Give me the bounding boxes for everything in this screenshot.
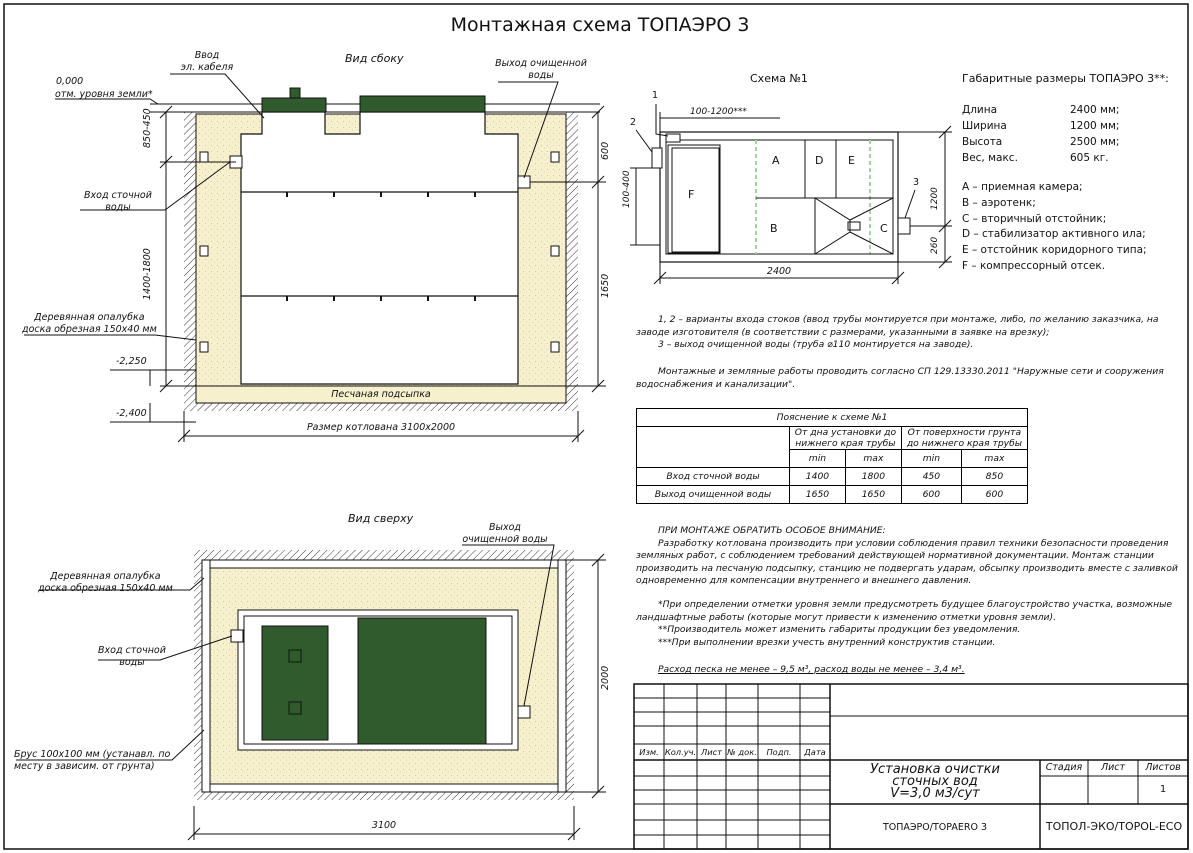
inlet-pipe-top: [231, 630, 243, 642]
dim-length-value: 2400 мм;: [1070, 104, 1120, 116]
dim-height-value: 2500 мм;: [1070, 136, 1120, 148]
zone-e: E: [848, 154, 855, 167]
dim-weight-value: 605 кг.: [1070, 152, 1109, 164]
legend-a: А – приемная камера;: [962, 181, 1083, 193]
consumption-note: Расход песка не менее – 9,5 м³, расход воды не менее – 3,4 м³.: [658, 664, 965, 675]
legend-d: D – стабилизатор активного ила;: [962, 228, 1146, 241]
col-izm: Изм.: [639, 747, 659, 757]
level-2400: -2,400: [116, 408, 147, 419]
formwork-line2: доска обрезная 150х40 мм: [22, 324, 157, 335]
scheme-inlet-1: [666, 134, 680, 142]
row-label: Вход сточной воды: [637, 468, 790, 486]
formwork-line1: Деревянная опалубка: [34, 312, 145, 323]
col-kol: Кол.уч.: [664, 747, 697, 757]
title-block-columns: [634, 747, 830, 759]
cell: 1400: [790, 468, 846, 486]
top-formwork-line1: Деревянная опалубка: [50, 571, 161, 582]
legend-b: В – аэротенк;: [962, 196, 1036, 209]
works-note: [636, 366, 1176, 391]
dim-width-value: 1200 мм;: [1070, 120, 1120, 132]
beam-label: [14, 749, 170, 773]
col-list: Лист: [700, 747, 723, 757]
col-date: Дата: [804, 747, 826, 757]
attention-line2: земляных работ, с соблюдением требований действующей нормативной документации. Монтаж станции: [636, 550, 1154, 562]
legend-f: F – компрессорный отсек.: [962, 259, 1106, 272]
formwork-label-side: [22, 312, 157, 336]
scheme-n2: 2: [630, 117, 637, 128]
cell: 1650: [790, 486, 846, 504]
lid-right: [360, 96, 485, 112]
page-title: Монтажная схема ТОПАЭРО 3: [450, 14, 750, 36]
variants-line1: 1, 2 – варианты входа стоков (ввод трубы монтируется при монтаже, либо, по желанию заказчика, на: [658, 314, 1159, 325]
pit-size-label: Размер котлована 3100х2000: [306, 422, 456, 433]
cell: 600: [901, 486, 961, 504]
dim-1200: 1200: [930, 187, 940, 210]
clean-outlet-label-side: [494, 58, 588, 82]
dim-height-label: Высота: [962, 136, 1003, 148]
zone-c: C: [880, 222, 888, 235]
footnote-2: **Производитель может изменить габариты продукции без уведомления.: [658, 624, 1021, 636]
group1-line1: От дна установки до: [794, 427, 897, 438]
col-doc: № док.: [727, 747, 757, 757]
table-title: Пояснение к схеме №1: [637, 409, 1028, 427]
works-line1: Монтажные и земляные работы проводить согласно СП 129.13330.2011 "Наружные сети и сооружения: [658, 366, 1164, 377]
name-line1: Установка очистки: [870, 762, 1000, 777]
group2-line2: до нижнего края трубы: [906, 438, 1023, 449]
cable-inlet-label: [172, 50, 242, 74]
soil-hatch-right: [566, 112, 578, 404]
ground-level-label: отм. уровня земли*: [55, 89, 153, 100]
stage-label: Стадия: [1045, 762, 1083, 773]
company-name: ТОПОЛ-ЭКО/TOPOL-ECO: [1045, 820, 1183, 833]
dim-2400: 2400: [766, 266, 792, 277]
outlet-pipe-top: [518, 706, 530, 718]
name-line2: сточных вод: [892, 774, 978, 789]
table-row: [637, 468, 1028, 486]
beam-line1: Брус 100х100 мм (устанавл. по: [14, 749, 171, 760]
table-corner: [637, 427, 790, 468]
waste-inlet-line2: воды: [105, 202, 131, 213]
dimensions-title: Габаритные размеры ТОПАЭРО 3**:: [962, 72, 1169, 85]
attention-line3: производить на песчаную подсыпку, станцию не подвергать ударам, обсыпку производить вместе с заливкой: [636, 562, 1178, 574]
attention-title: ПРИ МОНТАЖЕ ОБРАТИТЬ ОСОБОЕ ВНИМАНИЕ:: [658, 525, 886, 536]
clean-outlet-line2: воды: [528, 70, 554, 81]
cable-inlet-line2: эл. кабеля: [180, 62, 234, 73]
table-group-1: [790, 427, 902, 450]
scheme-outlet-3: [898, 218, 910, 234]
explanation-table: [636, 408, 1028, 504]
top-lid-left: [262, 626, 328, 740]
group1-line2: нижнего края трубы: [795, 438, 896, 449]
zone-f: F: [688, 188, 695, 201]
ground-level-value: 0,000: [56, 76, 84, 87]
beam-line2: месту в зависим. от грунта): [14, 761, 155, 772]
top-lid-right: [358, 618, 486, 744]
legend-c: С – вторичный отстойник;: [962, 212, 1107, 225]
scheme-1-drawing: [630, 104, 952, 284]
formwork-label-top: [38, 571, 173, 595]
sheet-label: Лист: [1100, 762, 1126, 773]
soil-hatch-left: [184, 112, 196, 404]
works-line2: водоснабжения и канализации".: [636, 378, 796, 390]
dim-length-label: Длина: [962, 104, 998, 116]
scheme-inlet-2: [652, 148, 662, 168]
side-view-title: Вид сбоку: [345, 52, 404, 65]
cell: 600: [961, 486, 1027, 504]
footnote-3: ***При выполнении врезки учесть внутренний конструктив станции.: [658, 636, 996, 648]
top-inlet-line1: Вход сточной: [98, 645, 166, 656]
zone-b: B: [770, 222, 778, 235]
row-label: Выход очищенной воды: [637, 486, 790, 504]
dim-width-label: Ширина: [962, 120, 1007, 132]
zone-legend: [962, 180, 1147, 275]
dim-2000: 2000: [600, 665, 611, 690]
max-header-1: max: [845, 450, 901, 468]
product-code: ТОПАЭРО/TOPAERO 3: [882, 822, 987, 833]
waste-inlet-label-top: [98, 645, 166, 669]
footnote-1a: *При определении отметки уровня земли предусмотреть будущее благоустройство участка, возможные: [658, 599, 1173, 610]
title-block-name: [830, 764, 1040, 800]
sheets-count: 1: [1159, 784, 1167, 795]
cell: 450: [901, 468, 961, 486]
zone-f-box: [672, 148, 719, 252]
table-row: [637, 486, 1028, 504]
cell: 850: [961, 468, 1027, 486]
side-view-drawing: [24, 74, 606, 442]
top-outlet-line2: очищенной воды: [462, 534, 548, 545]
dim-1650: 1650: [600, 273, 611, 298]
lid-left: [262, 98, 326, 112]
footnotes: [636, 599, 1181, 649]
inlet-variants-note: [636, 314, 1176, 352]
zone-a: A: [772, 154, 780, 167]
dim-100-400: 100-400: [622, 170, 632, 208]
name-line3: V=3,0 м3/сут: [890, 786, 980, 801]
attention-note: [636, 525, 1181, 588]
level-2250: -2,250: [116, 356, 147, 367]
soil-hatch-bottom: [184, 403, 578, 411]
sheets-label: Листов: [1145, 762, 1181, 773]
cable-inlet-line1: Ввод: [194, 50, 220, 61]
variants-line3: 3 – выход очищенной воды (труба ⌀110 монтируется на заводе).: [658, 339, 974, 351]
dim-260: 260: [930, 236, 940, 254]
top-formwork-line2: доска обрезная 150х40 мм: [38, 583, 173, 594]
attention-line1: Разработку котлована производить при условии соблюдения правил техники безопасности проведения: [658, 537, 1169, 549]
clean-outlet-label-top: [460, 522, 550, 546]
attention-line4: одновременно для компенсации внутреннего и внешнего давления.: [636, 575, 972, 587]
tank-body: [241, 112, 518, 384]
cell: 1800: [845, 468, 901, 486]
scheme-n1: 1: [652, 90, 659, 101]
dim-100-1200: 100-1200***: [690, 107, 747, 117]
dim-1400-1800: 1400-1800: [142, 248, 153, 300]
min-header-2: min: [901, 450, 961, 468]
top-view-title: Вид сверху: [348, 512, 414, 525]
sand-bed-label: Песчаная подсыпка: [331, 389, 431, 400]
footnote-1b: ландшафтные работы (которые могут привести к изменению отметки уровня земли).: [636, 611, 1056, 623]
waste-inlet-label-side: [84, 190, 152, 214]
dim-3100: 3100: [371, 820, 397, 831]
zone-d: D: [815, 154, 824, 167]
variants-line2: заводе изготовителя (в соответствии с размерами, указанными в заявке на врезку);: [636, 326, 1050, 338]
top-inlet-line2: воды: [119, 657, 145, 668]
max-header-2: max: [961, 450, 1027, 468]
min-header-1: min: [790, 450, 846, 468]
dim-850-450: 850-450: [142, 108, 153, 148]
clean-outlet-line1: Выход очищенной: [495, 58, 587, 69]
dim-weight-label: Вес, макс.: [962, 152, 1018, 164]
waste-inlet-line1: Вход сточной: [84, 190, 152, 201]
table-group-2: [901, 427, 1027, 450]
cell: 1650: [845, 486, 901, 504]
scheme-n3: 3: [913, 177, 920, 188]
scheme-title: Схема №1: [750, 72, 808, 85]
col-podp: Подп.: [766, 747, 792, 757]
dim-600: 600: [600, 141, 611, 160]
dimensions-values: [1070, 102, 1119, 166]
group2-line1: От поверхности грунта: [907, 427, 1022, 438]
dimensions-labels: [962, 102, 1018, 166]
legend-e: Е – отстойник коридорного типа;: [962, 244, 1147, 257]
top-outlet-line1: Выход: [488, 522, 522, 533]
